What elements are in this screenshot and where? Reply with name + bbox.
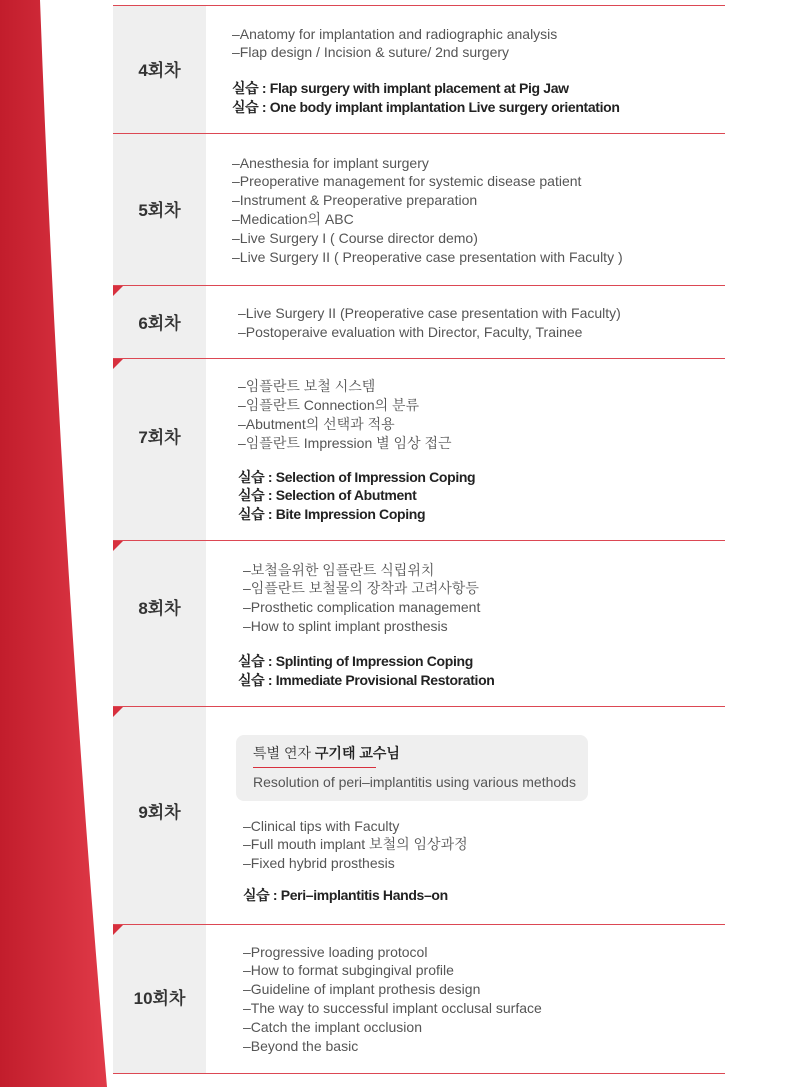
session-row: [113, 5, 725, 133]
topic-item: –Anatomy for implantation and radiographic analysis: [232, 25, 558, 42]
topic-item: –Beyond the basic: [243, 1037, 359, 1054]
special-lecture-speaker-line: [253, 743, 400, 763]
practice-item: 실습 : Splinting of Impression Coping: [238, 652, 473, 669]
band-shape: [0, 0, 107, 1087]
topic-item: –Abutment의 선택과 적용: [238, 415, 395, 432]
topic-item: –Prosthetic complication management: [243, 599, 481, 616]
corner-triangle-marker: [113, 925, 123, 935]
topic-list: [243, 817, 468, 873]
topic-item: –Anesthesia for implant surgery: [232, 154, 429, 171]
topic-item: –How to splint implant prosthesis: [243, 617, 448, 634]
session-label: 10회차: [133, 989, 186, 1008]
session-row: [113, 133, 725, 285]
session-row: [113, 924, 725, 1073]
topic-item: –Catch the implant occlusion: [243, 1018, 422, 1035]
practice-item: 실습 : One body implant implantation Live surgery orientation: [232, 98, 620, 115]
special-lecture-topic: Resolution of peri–implantitis using various methods: [253, 773, 576, 790]
topic-item: –Full mouth implant 보철의 임상과정: [243, 836, 468, 853]
session-row: [113, 285, 725, 358]
session-label: 7회차: [138, 428, 181, 447]
practice-item: 실습 : Bite Impression Coping: [238, 505, 426, 522]
topic-list: [232, 154, 623, 267]
practice-list: [238, 468, 475, 524]
curriculum-table: [113, 0, 725, 1087]
topic-item: –임플란트 Impression 별 임상 접근: [238, 434, 452, 451]
practice-list: [232, 79, 620, 116]
topic-item: –임플란트 Connection의 분류: [238, 396, 420, 413]
topic-item: –Instrument & Preoperative preparation: [232, 192, 478, 209]
session-label: 8회차: [138, 599, 181, 618]
speaker-underline: [253, 767, 376, 768]
corner-triangle-marker: [113, 707, 123, 717]
session-label-cell: [113, 541, 206, 706]
session-label-cell: [113, 707, 206, 924]
topic-item: –Flap design / Incision & suture/ 2nd surgery: [232, 44, 510, 60]
practice-item: 실습 : Peri–implantitis Hands–on: [243, 886, 448, 903]
corner-triangle-marker: [113, 541, 123, 551]
practice-list: [243, 886, 448, 905]
practice-item: 실습 : Immediate Provisional Restoration: [238, 671, 495, 688]
session-label: 4회차: [138, 61, 181, 80]
topic-item: –Fixed hybrid prosthesis: [243, 855, 395, 872]
topic-item: –임플란트 보철물의 장착과 고려사항등: [243, 580, 479, 597]
session-label-cell: [113, 359, 206, 540]
topic-item: –보철을위한 임플란트 식립위치: [243, 561, 435, 578]
session-label-cell: [113, 925, 206, 1073]
session-label: 9회차: [138, 803, 181, 822]
practice-item: 실습 : Flap surgery with implant placement at Pig Jaw: [232, 80, 569, 96]
table-bottom-rule: [113, 1073, 725, 1074]
topic-item: –Postoperaive evaluation with Director, Faculty, Trainee: [238, 323, 583, 340]
topic-item: –Live Surgery II (Preoperative case presentation with Faculty): [238, 304, 621, 321]
special-lecture-card: [236, 735, 588, 801]
session-row: [113, 358, 725, 540]
topic-list: [232, 25, 557, 62]
corner-triangle-marker: [113, 286, 123, 296]
special-lecture-prefix: 특별 연자: [253, 745, 311, 761]
topic-item: –Medication의 ABC: [232, 210, 354, 227]
topic-item: –Progressive loading protocol: [243, 943, 428, 960]
topic-item: –Preoperative management for systemic disease patient: [232, 173, 582, 190]
special-lecture-speaker: 구기태 교수님: [314, 745, 400, 761]
topic-item: –Live Surgery II ( Preoperative case presentation with Faculty ): [232, 248, 623, 265]
topic-list: [243, 943, 542, 1056]
practice-item: 실습 : Selection of Abutment: [238, 487, 417, 504]
topic-item: –How to format subgingival profile: [243, 962, 454, 979]
topic-item: –Clinical tips with Faculty: [243, 817, 400, 834]
corner-triangle-marker: [113, 359, 123, 369]
topic-item: –Live Surgery I ( Course director demo): [232, 229, 478, 246]
session-row: [113, 706, 725, 924]
session-label: 5회차: [138, 201, 181, 220]
session-row: [113, 540, 725, 706]
topic-item: –The way to successful implant occlusal surface: [243, 999, 542, 1016]
topic-item: –임플란트 보철 시스템: [238, 377, 376, 394]
practice-list: [238, 652, 494, 690]
red-curved-band: [0, 0, 120, 1087]
practice-item: 실습 : Selection of Impression Coping: [238, 468, 476, 485]
topic-item: –Guideline of implant prothesis design: [243, 981, 481, 998]
session-label-cell: [113, 6, 206, 133]
session-label-cell: [113, 286, 206, 358]
topic-list: [243, 561, 480, 636]
session-label-cell: [113, 134, 206, 285]
topic-list: [238, 304, 621, 342]
session-label: 6회차: [138, 314, 181, 333]
topic-list: [238, 377, 452, 453]
